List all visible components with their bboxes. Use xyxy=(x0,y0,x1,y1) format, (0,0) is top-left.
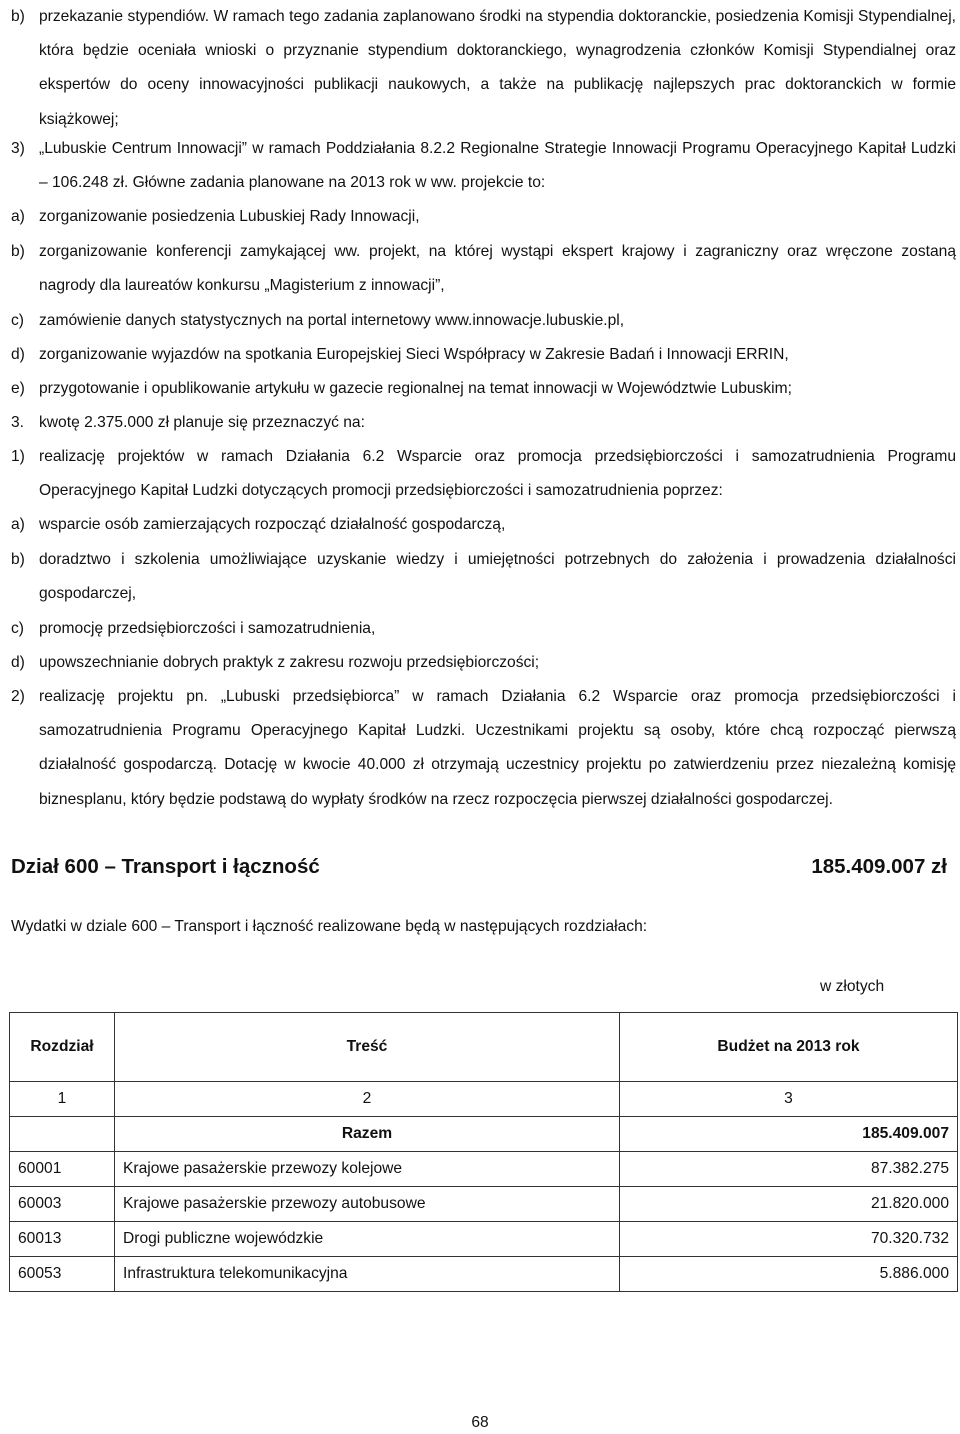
list-text: zamówienie danych statystycznych na portal internetowy www.innowacje.lubuskie.pl, xyxy=(39,312,625,329)
list-marker: b) xyxy=(11,243,25,260)
list-item xyxy=(11,235,956,303)
list-item xyxy=(11,680,956,817)
list-text: doradztwo i szkolenia umożliwiające uzyskanie wiedzy i umiejętności potrzebnych do założenia i prowadzenia działalności gospodarczej, xyxy=(39,551,956,603)
row-value: 87.382.275 xyxy=(620,1152,958,1187)
section-title: Dział 600 – Transport i łączność xyxy=(11,855,320,878)
list-item xyxy=(11,508,956,542)
list-item xyxy=(11,132,956,200)
table-row xyxy=(10,1187,958,1222)
row-name: Krajowe pasażerskie przewozy kolejowe xyxy=(115,1152,620,1187)
list-marker: c) xyxy=(11,312,24,329)
row-name: Infrastruktura telekomunikacyjna xyxy=(115,1257,620,1292)
list-marker: 2) xyxy=(11,688,25,705)
list-item xyxy=(11,406,956,440)
row-code: 60001 xyxy=(10,1152,115,1187)
list-item xyxy=(11,0,956,137)
intro-text: Wydatki w dziale 600 – Transport i łączność realizowane będą w następujących rozdziałach: xyxy=(11,918,648,935)
list-text: kwotę 2.375.000 zł planuje się przeznaczyć na: xyxy=(39,414,365,431)
list-marker: a) xyxy=(11,208,25,225)
header-chapter: Rozdział xyxy=(10,1013,115,1082)
table-header-row xyxy=(10,1013,958,1082)
header-budget: Budżet na 2013 rok xyxy=(620,1013,958,1082)
list-item xyxy=(11,372,956,406)
table-row xyxy=(10,1222,958,1257)
list-marker: d) xyxy=(11,346,25,363)
list-marker: a) xyxy=(11,516,25,533)
list-marker: b) xyxy=(11,8,25,25)
list-marker: 3. xyxy=(11,414,25,431)
numbering-cell: 1 xyxy=(10,1082,115,1117)
list-item xyxy=(11,646,956,680)
numbering-cell: 3 xyxy=(620,1082,958,1117)
table-row xyxy=(10,1257,958,1292)
section-heading xyxy=(11,855,947,879)
row-value: 5.886.000 xyxy=(620,1257,958,1292)
list-marker: d) xyxy=(11,654,25,671)
row-value: 21.820.000 xyxy=(620,1187,958,1222)
budget-table xyxy=(9,1012,958,1292)
list-item xyxy=(11,338,956,372)
page-number: 68 xyxy=(471,1414,489,1431)
list-item xyxy=(11,304,956,338)
table-row xyxy=(10,1152,958,1187)
list-text: wsparcie osób zamierzających rozpocząć działalność gospodarczą, xyxy=(39,516,506,533)
row-code: 60013 xyxy=(10,1222,115,1257)
list-text: upowszechnianie dobrych praktyk z zakresu rozwoju przedsiębiorczości; xyxy=(39,654,540,671)
list-text: realizację projektu pn. „Lubuski przedsiębiorca” w ramach Działania 6.2 Wsparcie oraz promocja przedsiębiorczości i samozatrudnienia Programu Operacyjnego Kapitał Ludzki. Uczestnikami projektu są osoby, które chcą rozpocząć pierwszą działalność gospodarczą. Dotację w kwocie 40.000 zł otrzymają uczestnicy projektu po zatwierdzeniu przez niezależną komisję biznesplanu, który będzie podstawą do wypłaty środków na rzecz rozpoczęcia pierwszej działalności gospodarczej. xyxy=(39,688,956,808)
list-item xyxy=(11,543,956,611)
empty-cell xyxy=(10,1117,115,1152)
section-amount: 185.409.007 zł xyxy=(811,855,947,878)
list-text: zorganizowanie wyjazdów na spotkania Europejskiej Sieci Współpracy w Zakresie Badań i Innowacji ERRIN, xyxy=(39,346,789,363)
list-text: „Lubuskie Centrum Innowacji” w ramach Poddziałania 8.2.2 Regionalne Strategie Innowacji Programu Operacyjnego Kapitał Ludzki – 106.248 zł. Główne zadania planowane na 2013 rok w ww. projekcie to: xyxy=(39,140,956,192)
list-marker: e) xyxy=(11,380,25,397)
unit-label: w złotych xyxy=(820,978,885,995)
list-marker: 3) xyxy=(11,140,25,157)
list-marker: b) xyxy=(11,551,25,568)
list-marker: 1) xyxy=(11,448,25,465)
table-numbering-row xyxy=(10,1082,958,1117)
list-text: realizację projektów w ramach Działania 6.2 Wsparcie oraz promocja przedsiębiorczości i samozatrudnienia Programu Operacyjnego Kapitał Ludzki dotyczących promocji przedsiębiorczości i samozatrudnienia poprzez: xyxy=(39,448,956,500)
row-value: 70.320.732 xyxy=(620,1222,958,1257)
row-code: 60053 xyxy=(10,1257,115,1292)
list-text: zorganizowanie konferencji zamykającej ww. projekt, na której wystąpi ekspert krajowy i zagraniczny oraz wręczone zostaną nagrody dla laureatów konkursu „Magisterium z innowacji”, xyxy=(39,243,956,295)
total-value: 185.409.007 xyxy=(620,1117,958,1152)
header-content: Treść xyxy=(115,1013,620,1082)
list-text: zorganizowanie posiedzenia Lubuskiej Rady Innowacji, xyxy=(39,208,420,225)
numbering-cell: 2 xyxy=(115,1082,620,1117)
list-text: przygotowanie i opublikowanie artykułu w gazecie regionalnej na temat innowacji w Województwie Lubuskim; xyxy=(39,380,792,397)
row-name: Drogi publiczne wojewódzkie xyxy=(115,1222,620,1257)
list-item xyxy=(11,200,956,234)
total-label: Razem xyxy=(115,1117,620,1152)
list-text: promocję przedsiębiorczości i samozatrudnienia, xyxy=(39,620,376,637)
list-marker: c) xyxy=(11,620,24,637)
list-item xyxy=(11,612,956,646)
table-total-row xyxy=(10,1117,958,1152)
row-name: Krajowe pasażerskie przewozy autobusowe xyxy=(115,1187,620,1222)
list-item xyxy=(11,440,956,508)
list-text: przekazanie stypendiów. W ramach tego zadania zaplanowano środki na stypendia doktoranckie, posiedzenia Komisji Stypendialnej, która będzie oceniała wnioski o przyznanie stypendium doktoranckiego, wynagrodzenia członków Komisji Stypendialnej oraz ekspertów do oceny innowacyjności publikacji naukowych, a także na publikację najlepszych prac doktoranckich w formie książkowej; xyxy=(39,8,956,128)
row-code: 60003 xyxy=(10,1187,115,1222)
